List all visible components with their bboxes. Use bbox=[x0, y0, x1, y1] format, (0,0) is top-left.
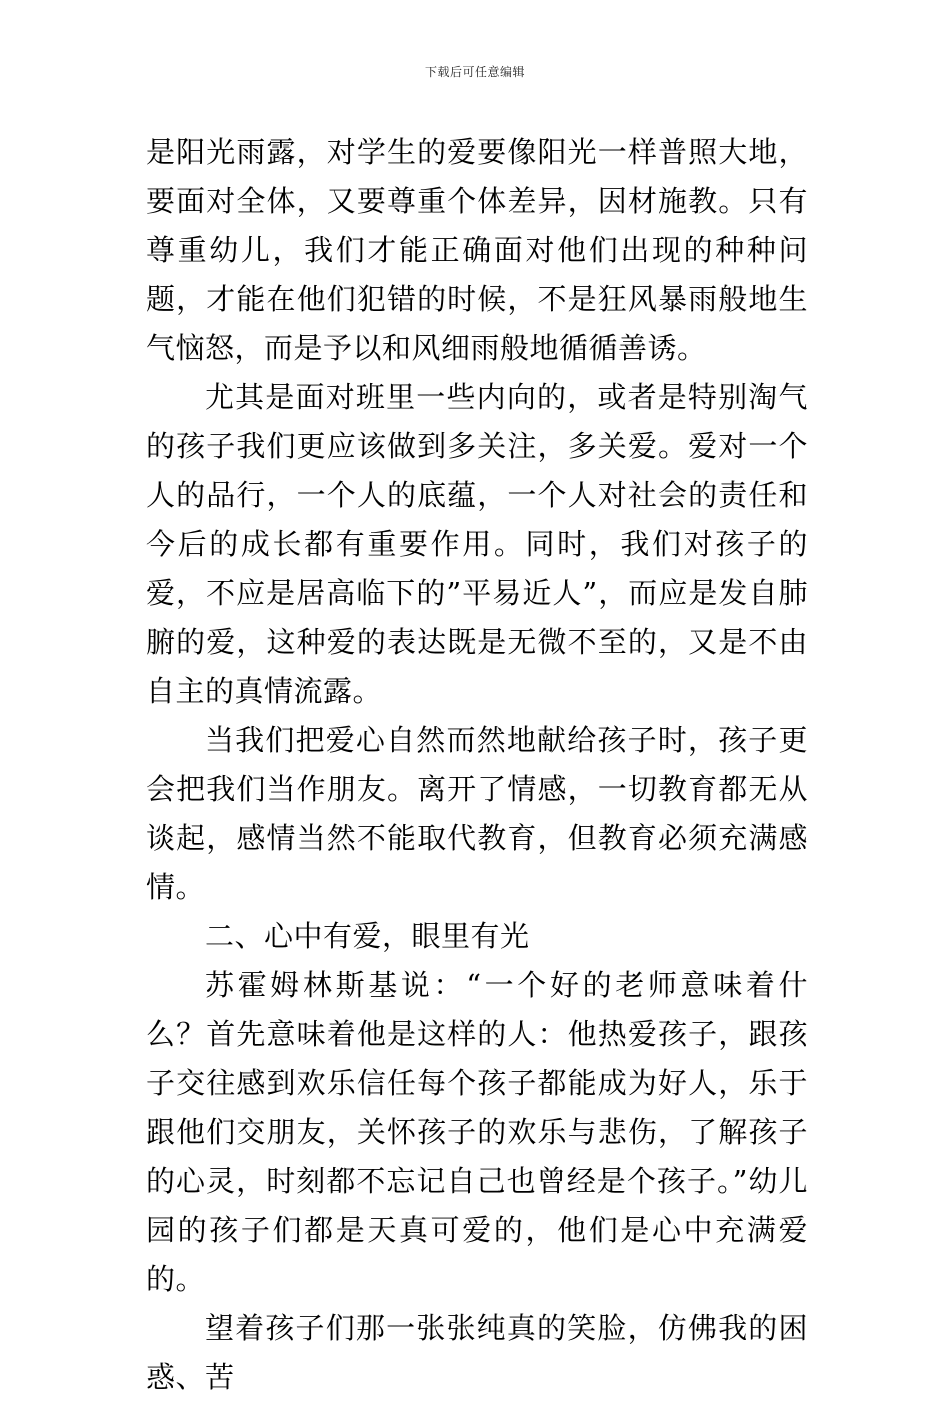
paragraph-1: 是阳光雨露，对学生的爱要像阳光一样普照大地，要面对全体，又要尊重个体差异，因材施教。只有尊重幼儿，我们才能正确面对他们出现的种种问题，才能在他们犯错的时候，不是狂风暴雨般地生气恼怒，而是予以和风细雨般地循循善诱。 bbox=[146, 135, 808, 365]
paragraph-3: 当我们把爱心自然而然地献给孩子时，孩子更会把我们当作朋友。离开了情感，一切教育都无从谈起，感情当然不能取代教育，但教育必须充满感情。 bbox=[146, 723, 808, 904]
page-header: 下载后可任意编辑 bbox=[424, 65, 525, 79]
paragraph-4: 苏霍姆林斯基说：“一个好的老师意味着什么？首先意味着他是这样的人：他热爱孩子，跟孩子交往感到欢乐信任每个孩子都能成为好人，乐于跟他们交朋友，关怀孩子的欢乐与悲伤，了解孩子的心灵，时刻都不忘记自己也曾经是个孩子。”幼儿园的孩子们都是天真可爱的，他们是心中充满爱的。 bbox=[146, 968, 808, 1296]
paragraph-2: 尤其是面对班里一些内向的，或者是特别淘气的孩子我们更应该做到多关注，多关爱。爱对一个人的品行，一个人的底蕴，一个人对社会的责任和今后的成长都有重要作用。同时，我们对孩子的爱，不应是居高临下的”平易近人”，而应是发自肺腑的爱，这种爱的表达既是无微不至的，又是不由自主的真情流露。 bbox=[146, 380, 808, 708]
paragraph-5: 望着孩子们那一张张纯真的笑脸，仿佛我的困惑、苦 bbox=[146, 1311, 808, 1394]
section-heading: 二、心中有爱，眼里有光 bbox=[205, 919, 530, 953]
body-text bbox=[146, 128, 808, 1402]
